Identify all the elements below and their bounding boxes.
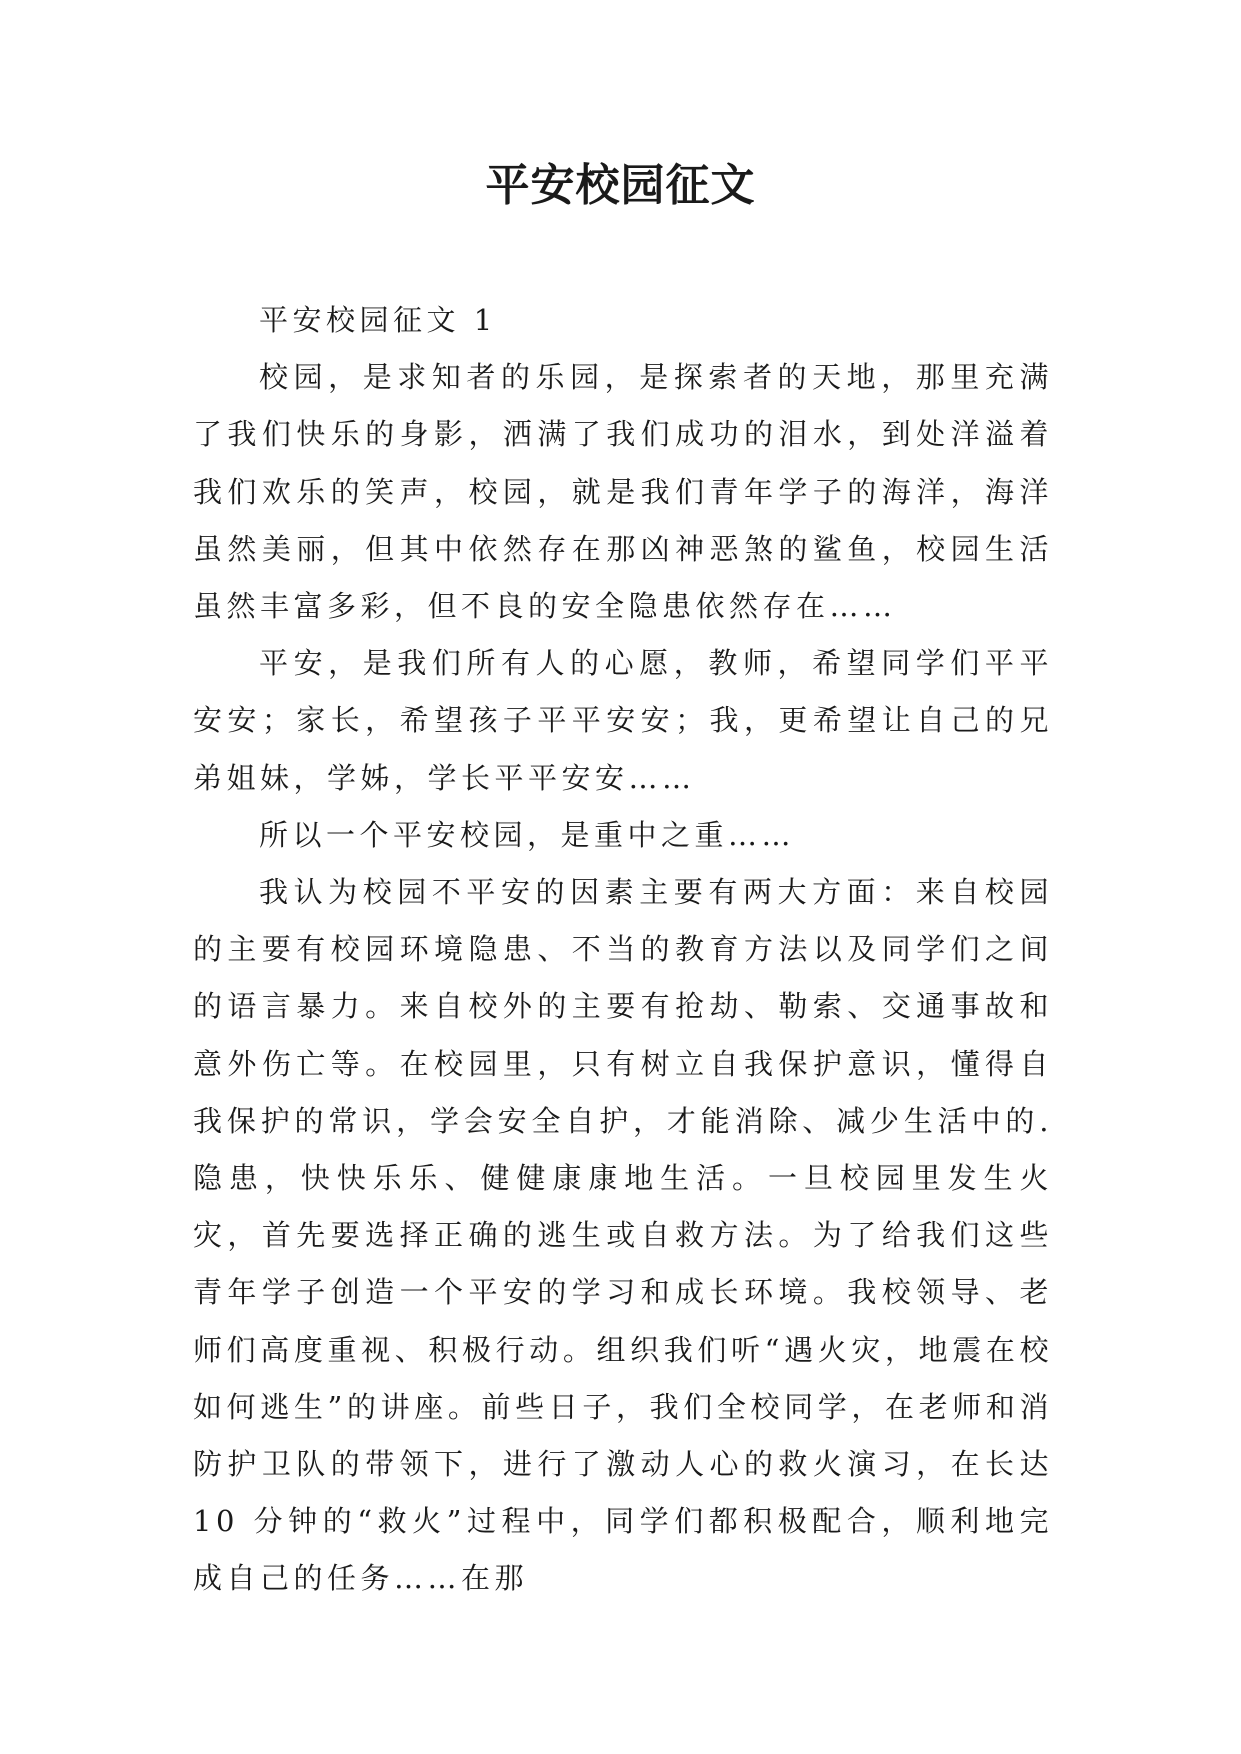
paragraph-heading: 平安校园征文 1	[259, 303, 497, 337]
paragraph: 我认为校园不平安的因素主要有两大方面：来自校园的主要有校园环境隐患、不当的教育方法以及同学们之间的语言暴力。来自校外的主要有抢劫、勒索、交通事故和意外伤亡等。在校园里，只有树立自我保护意识，懂得自我保护的常识，学会安全自护，才能消除、减少生活中的.隐患，快快乐乐、健健康康地生活。一旦校园里发生火灾，首先要选择正确的逃生或自救方法。为了给我们这些青年学子创造一个平安的学习和成长环境。我校领导、老师们高度重视、积极行动。组织我们听“遇火灾，地震在校如何逃生”的讲座。前些日子，我们全校同学，在老师和消防护卫队的带领下，进行了激动人心的救火演习，在长达 10 分钟的“救火”过程中，同学们都积极配合，顺利地完成自己的任务……在那	[193, 875, 1053, 1596]
document-body	[193, 292, 1053, 1608]
paragraph: 所以一个平安校园，是重中之重……	[259, 817, 796, 852]
document-title: 平安校园征文	[485, 160, 756, 211]
paragraph: 校园，是求知者的乐园，是探索者的天地，那里充满了我们快乐的身影，洒满了我们成功的泪水，到处洋溢着我们欢乐的笑声，校园，就是我们青年学子的海洋，海洋虽然美丽，但其中依然存在那凶神恶煞的鲨鱼，校园生活虽然丰富多彩，但不良的安全隐患依然存在……	[193, 360, 1053, 624]
paragraph: 平安，是我们所有人的心愿，教师，希望同学们平平安安；家长，希望孩子平平安安；我，更希望让自己的兄弟姐妹，学姊，学长平平安安……	[193, 646, 1053, 795]
